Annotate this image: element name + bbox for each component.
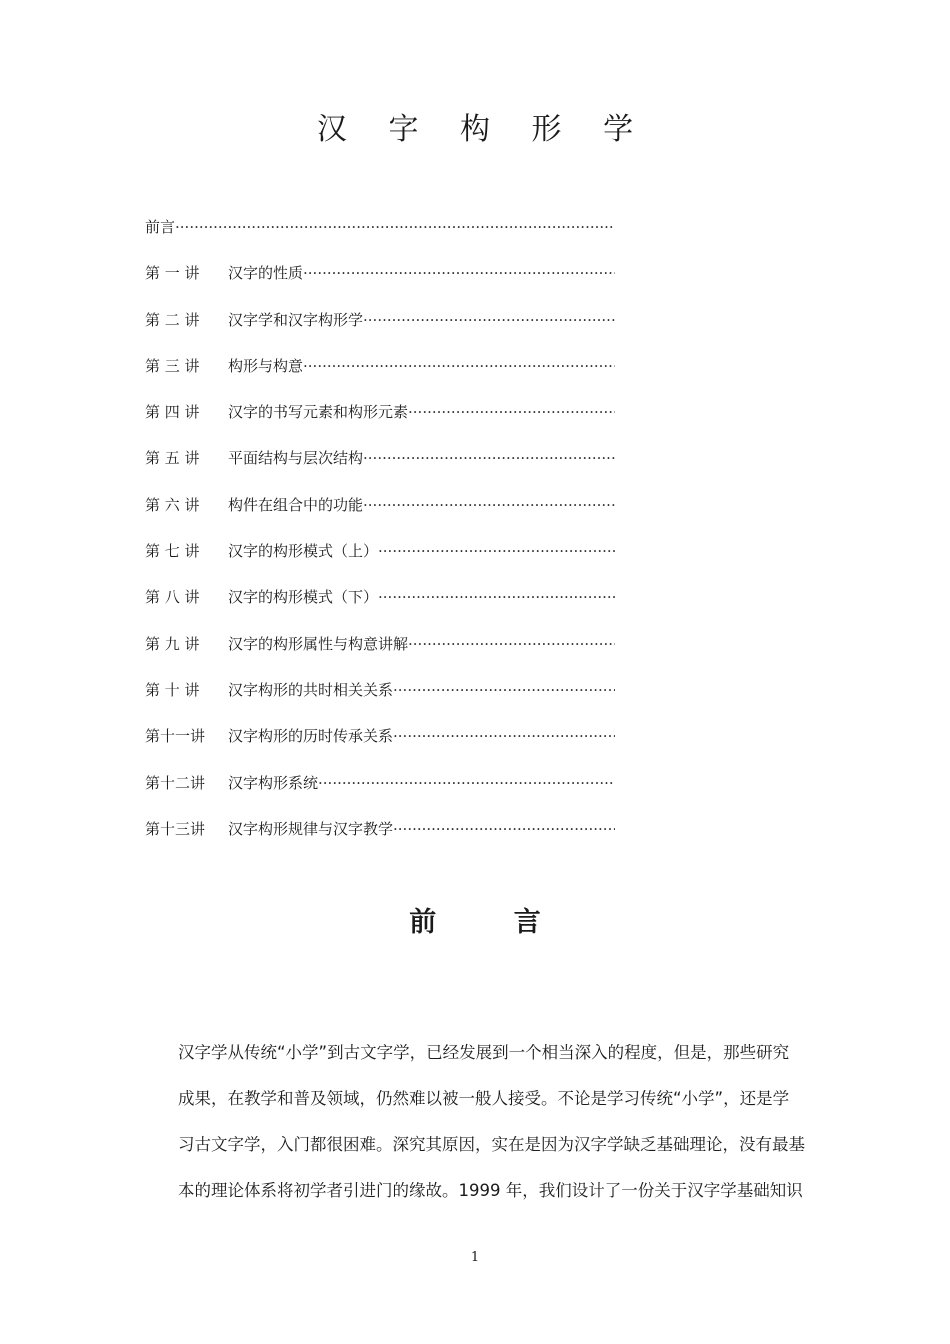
toc-entry-number: 第 十 讲 <box>145 680 200 699</box>
foreword-heading: 前 言 <box>409 907 575 938</box>
toc-entry-number: 第 五 讲 <box>145 449 200 468</box>
toc-entry-number: 第 四 讲 <box>145 403 200 422</box>
toc-leader-dots <box>378 586 615 608</box>
paragraph-line: 成果，在教学和普及领域，仍然难以被一般人接受。不论是学习传统“小学”，还是学 <box>178 1089 790 1108</box>
toc-leader-dots <box>393 725 615 747</box>
toc-leader-dots <box>318 772 615 794</box>
toc-entry-number: 第 八 讲 <box>145 588 200 607</box>
toc-entry-number: 第 六 讲 <box>145 495 200 514</box>
toc-leader-dots <box>393 679 615 701</box>
toc-entry <box>145 818 615 864</box>
paragraph-line: 习古文字学，入门都很困难。深究其原因，实在是因为汉字学缺乏基础理论，没有最基 <box>178 1135 805 1154</box>
toc-entry-number: 第 九 讲 <box>145 634 200 653</box>
toc-entry <box>145 216 615 262</box>
toc-entry <box>145 725 615 771</box>
toc-entry <box>145 633 615 679</box>
toc-entry <box>145 540 615 586</box>
toc-entry-title: 汉字的性质 <box>228 264 304 283</box>
toc-leader-dots <box>408 633 615 655</box>
paragraph-line: 本的理论体系将初学者引进门的缘故。1999 年，我们设计了一份关于汉字学基础知识 <box>178 1181 803 1200</box>
toc-entry <box>145 355 615 401</box>
document-title: 汉 字 构 形 学 <box>316 112 650 147</box>
toc-entry <box>145 447 615 493</box>
toc-entry-title: 构形与构意 <box>228 356 304 375</box>
toc-entry-title: 汉字的书写元素和构形元素 <box>228 403 409 422</box>
toc-entry-title: 汉字构形的历时传承关系 <box>228 727 394 746</box>
toc-entry-number: 第 三 讲 <box>145 356 200 375</box>
toc-entry-number: 第十三讲 <box>145 819 206 838</box>
toc-entry-title: 汉字构形的共时相关关系 <box>228 680 394 699</box>
toc-entry-title: 构件在组合中的功能 <box>228 495 364 514</box>
toc-entry-title: 汉字学和汉字构形学 <box>228 310 364 329</box>
toc-entry <box>145 262 615 308</box>
toc-entry-title: 汉字构形系统 <box>228 773 319 792</box>
toc-entry-title: 汉字的构形属性与构意讲解 <box>228 634 409 653</box>
toc-leader-dots <box>393 818 615 840</box>
table-of-contents <box>145 216 615 864</box>
toc-entry-number: 第 一 讲 <box>145 264 200 283</box>
toc-entry <box>145 679 615 725</box>
page-number: 1 <box>470 1250 480 1265</box>
toc-entry-number: 第十二讲 <box>145 773 206 792</box>
toc-entry-number: 第 七 讲 <box>145 542 200 561</box>
toc-entry-title: 汉字的构形模式（下） <box>228 588 379 607</box>
toc-entry <box>145 586 615 632</box>
toc-entry-title: 汉字构形规律与汉字教学 <box>228 819 394 838</box>
toc-entry <box>145 772 615 818</box>
toc-leader-dots <box>408 401 615 423</box>
toc-entry-number: 前言 <box>145 218 176 236</box>
toc-entry-number: 第 二 讲 <box>145 310 200 329</box>
toc-entry-title: 汉字的构形模式（上） <box>228 542 379 561</box>
toc-leader-dots <box>363 447 615 469</box>
foreword-paragraph <box>178 1030 810 1214</box>
toc-entry-number: 第十一讲 <box>145 727 206 746</box>
toc-entry-title: 平面结构与层次结构 <box>228 449 364 468</box>
toc-entry <box>145 494 615 540</box>
toc-entry <box>145 309 615 355</box>
toc-leader-dots <box>303 355 615 377</box>
toc-entry <box>145 401 615 447</box>
toc-leader-dots <box>175 216 615 238</box>
toc-leader-dots <box>363 309 615 331</box>
paragraph-line: 汉字学从传统“小学”到古文字学，已经发展到一个相当深入的程度，但是，那些研究 <box>178 1043 790 1062</box>
toc-leader-dots <box>303 262 615 284</box>
toc-leader-dots <box>363 494 615 516</box>
toc-leader-dots <box>378 540 615 562</box>
